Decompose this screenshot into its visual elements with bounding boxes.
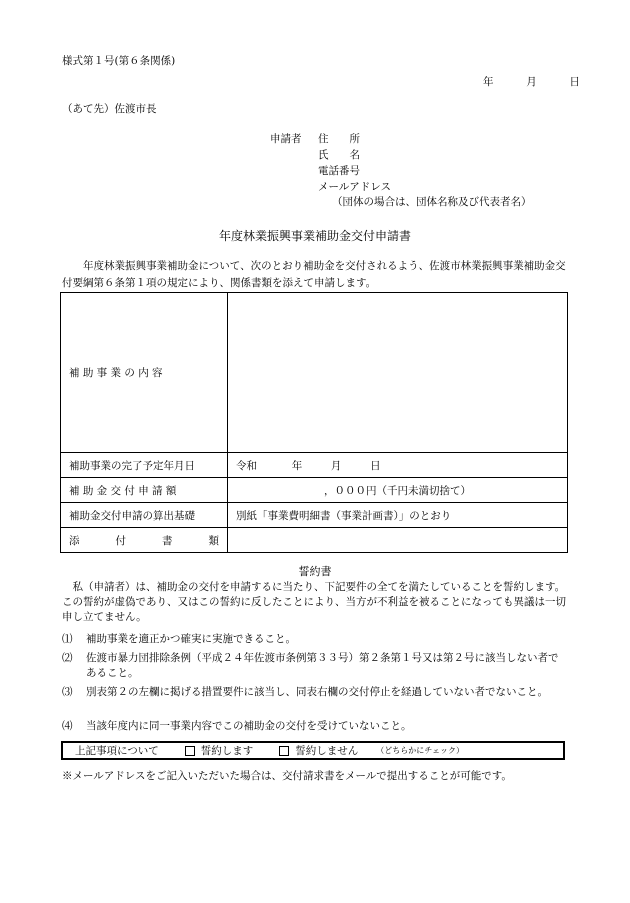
table-row xyxy=(61,293,568,453)
amount-label: 補 助 金 交 付 申 請 額 xyxy=(61,478,228,503)
footnote: ※メールアドレスをご記入いただいた場合は、交付請求書をメールで提出することが可能です。 xyxy=(62,770,512,782)
amount-field[interactable]: ，０００円（千円未満切捨て） xyxy=(228,478,568,503)
addressee: （あて先）佐渡市長 xyxy=(62,103,157,115)
attachments-char: 類 xyxy=(208,534,219,547)
attachments-field[interactable] xyxy=(228,528,568,553)
applicant-role: 申請者 xyxy=(270,133,302,145)
condition-item xyxy=(62,719,568,734)
group-note: （団体の場合は、団体名称及び代表者名） xyxy=(332,196,532,208)
condition-number: ⑵ xyxy=(62,652,73,664)
date-line xyxy=(483,74,580,89)
table-row xyxy=(61,528,568,553)
attachments-char: 付 xyxy=(115,534,126,547)
content-field[interactable] xyxy=(228,293,568,453)
table-row xyxy=(61,503,568,528)
agree-label: 誓約します xyxy=(200,745,254,757)
date-year: 年 xyxy=(483,76,494,88)
applicant-block xyxy=(270,131,391,195)
agree-checkbox[interactable] xyxy=(185,746,195,756)
disagree-label: 誓約しません xyxy=(295,745,359,757)
date-day: 日 xyxy=(569,76,580,88)
date-month: 月 xyxy=(526,76,537,88)
condition-text: 佐渡市暴力団排除条例（平成２４年佐渡市条例第３３号）第２条第１号又は第２号に該当しない者であること。 xyxy=(86,652,559,679)
condition-item xyxy=(62,651,568,681)
attachments-char: 書 xyxy=(162,534,173,547)
condition-text: 補助事業を適正かつ確実に実施できること。 xyxy=(86,633,296,645)
condition-item xyxy=(62,685,568,700)
oath-check-box xyxy=(61,741,565,760)
completion-label: 補助事業の完了予定年月日 xyxy=(61,453,228,478)
attachments-label xyxy=(61,528,228,553)
name-label: 氏 名 xyxy=(318,149,360,161)
basis-field: 別紙「事業費明細書（事業計画書）」のとおり xyxy=(228,503,568,528)
condition-number: ⑴ xyxy=(62,633,73,645)
intro-paragraph: 年度林業振興事業補助金について、次のとおり補助金を交付されるよう、佐渡市林業振興事業補助金交付要綱第６条第１項の規定により、関係書類を添えて申請します。 xyxy=(62,260,566,289)
condition-number: ⑶ xyxy=(62,686,73,698)
table-row xyxy=(61,478,568,503)
address-label: 住 所 xyxy=(318,133,360,145)
condition-text: 別表第２の左欄に掲げる措置要件に該当し、同表右欄の交付停止を経過していない者でないこと。 xyxy=(86,686,548,698)
table-row xyxy=(61,453,568,478)
document-title: 年度林業振興事業補助金交付申請書 xyxy=(218,229,411,243)
check-lead: 上記事項について xyxy=(75,745,159,757)
email-label: メールアドレス xyxy=(318,181,391,193)
condition-text: 当該年度内に同一事業内容でこの補助金の交付を受けていないこと。 xyxy=(86,720,412,732)
completion-year: 年 xyxy=(291,459,303,472)
condition-item xyxy=(62,632,568,647)
content-label: 補 助 事 業 の 内 容 xyxy=(61,293,228,453)
phone-label: 電話番号 xyxy=(318,165,360,177)
oath-body: 私（申請者）は、補助金の交付を申請するに当たり、下記要件の全てを満たしていることを誓約します。この誓約が虚偽であり、又はこの誓約に反したことにより、当方が不利益を被ることになっても異議は一切申し立てません。 xyxy=(62,581,566,623)
form-number: 様式第１号(第６条関係) xyxy=(62,55,176,67)
oath-title: 誓約書 xyxy=(298,565,332,578)
condition-number: ⑷ xyxy=(62,720,73,732)
basis-label: 補助金交付申請の算出基礎 xyxy=(61,503,228,528)
completion-field[interactable] xyxy=(228,453,568,478)
attachments-char: 添 xyxy=(69,534,80,547)
completion-era: 令和 xyxy=(236,459,257,472)
check-note: （どちらかにチェック） xyxy=(376,746,465,755)
disagree-checkbox[interactable] xyxy=(279,746,289,756)
completion-day: 日 xyxy=(370,459,381,472)
application-table xyxy=(60,292,568,553)
completion-month: 月 xyxy=(330,459,342,472)
